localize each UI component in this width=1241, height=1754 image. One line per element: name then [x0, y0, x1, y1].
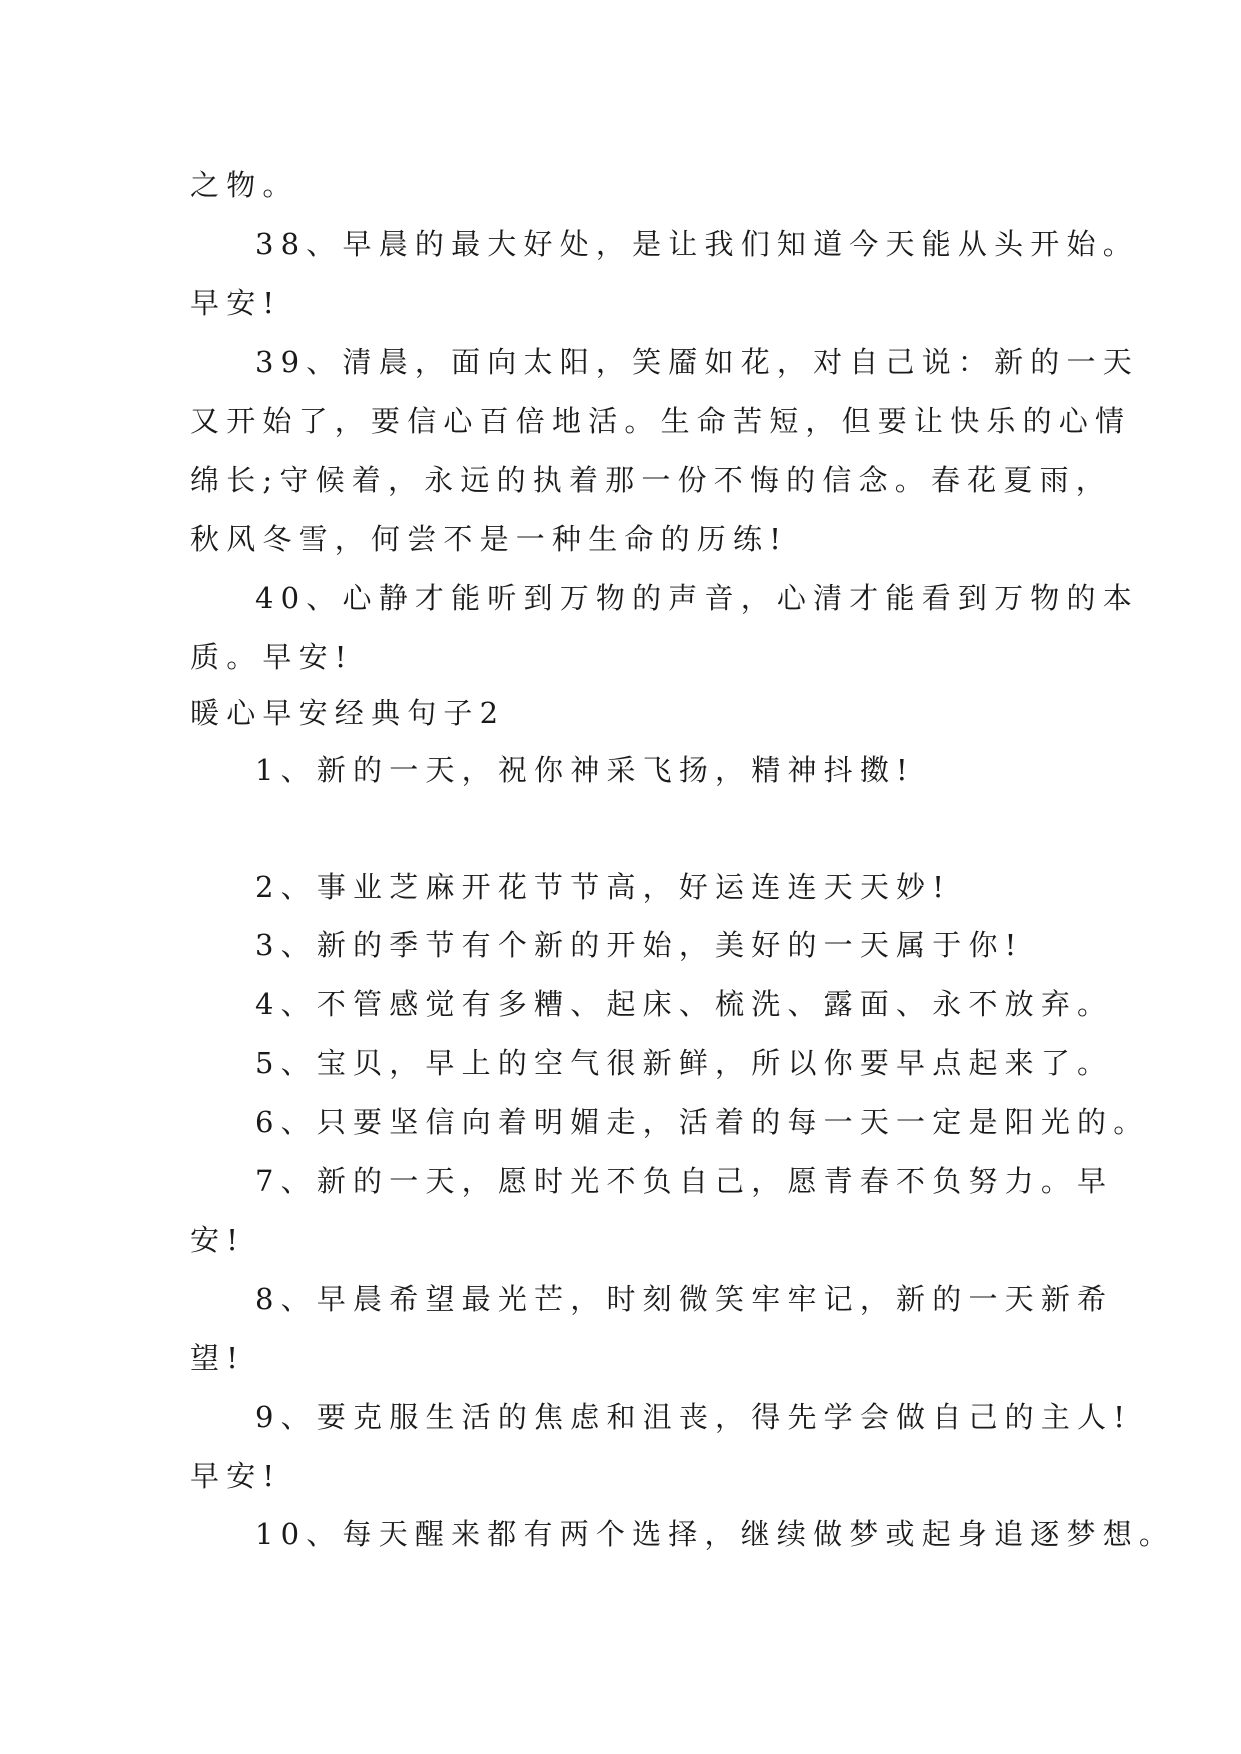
text-line: 质。早安! [190, 640, 354, 674]
text-line: 秋风冬雪，何尝不是一种生命的历练! [190, 522, 789, 556]
text-line: 早安! [190, 286, 282, 320]
text-line: 4、不管感觉有多糟、起床、梳洗、露面、永不放弃。 [255, 987, 1114, 1021]
text-line: 39、清晨，面向太阳，笑靥如花，对自己说：新的一天 [255, 345, 1139, 379]
text-line: 早安! [190, 1459, 282, 1493]
text-line: 5、宝贝，早上的空气很新鲜，所以你要早点起来了。 [255, 1046, 1114, 1080]
text-line: 10、每天醒来都有两个选择，继续做梦或起身追逐梦想。 [255, 1517, 1176, 1551]
text-line: 1、新的一天，祝你神采飞扬，精神抖擞! [255, 753, 915, 787]
text-line: 40、心静才能听到万物的声音，心清才能看到万物的本 [255, 581, 1139, 615]
text-line: 望! [190, 1341, 246, 1375]
text-line: 9、要克服生活的焦虑和沮丧，得先学会做自己的主人! [255, 1400, 1133, 1434]
text-line: 38、早晨的最大好处，是让我们知道今天能从头开始。 [255, 227, 1139, 261]
text-line: 3、新的季节有个新的开始，美好的一天属于你! [255, 928, 1024, 962]
text-line: 又开始了，要信心百倍地活。生命苦短，但要让快乐的心情 [190, 404, 1132, 438]
text-line: 7、新的一天，愿时光不负自己，愿青春不负努力。早 [255, 1164, 1114, 1198]
text-line: 2、事业芝麻开花节节高，好运连连天天妙! [255, 870, 952, 904]
text-line: 安! [190, 1223, 246, 1257]
text-line: 之物。 [190, 168, 299, 202]
text-line: 6、只要坚信向着明媚走，活着的每一天一定是阳光的。 [255, 1105, 1150, 1139]
section-heading: 暖心早安经典句子2 [190, 696, 506, 730]
text-line: 绵长;守候着，永远的执着那一份不悔的信念。春花夏雨， [190, 463, 1112, 497]
text-line: 8、早晨希望最光芒，时刻微笑牢牢记，新的一天新希 [255, 1282, 1114, 1316]
